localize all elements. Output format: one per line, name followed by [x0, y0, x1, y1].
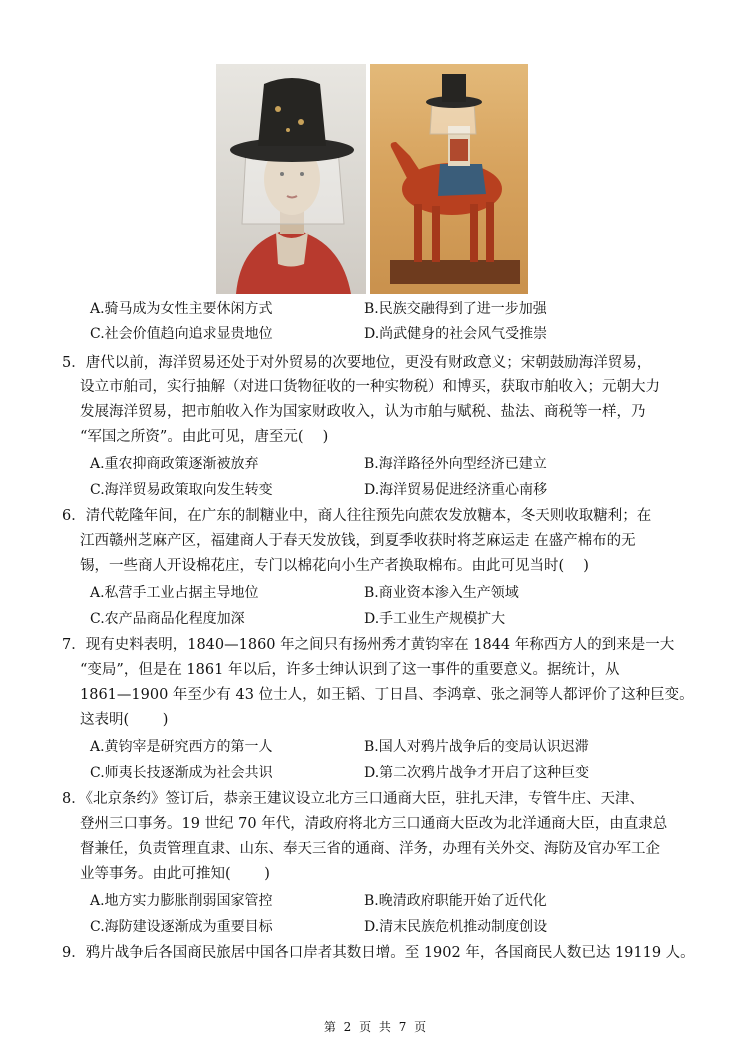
q7-option-a: A.黄钧宰是研究西方的第一人 — [90, 739, 273, 755]
q7-option-b: B.国人对鸦片战争后的变局认识迟滞 — [364, 739, 589, 755]
q8-stem-line-3: 督兼任，负责管理直隶、山东、奉天三省的通商、洋务，办理有关外交、海防及官办军工企 — [80, 841, 660, 857]
q5-option-a: A.重农抑商政策逐渐被放弃 — [90, 456, 259, 472]
q4-option-c: C.社会价值趋向追求显贵地位 — [90, 326, 273, 342]
q7-stem-line-3: 1861—1900 年至少有 43 位士人，如王韬、丁日昌、李鸿章、张之洞等人都评价了这种巨变。 — [80, 687, 694, 703]
q5-stem-line-4: “军国之所资”。由此可见，唐至元( ) — [80, 429, 329, 445]
q7-option-d: D.第二次鸦片战争才开启了这种巨变 — [364, 765, 590, 781]
q4-option-d: D.尚武健身的社会风气受推崇 — [364, 326, 548, 342]
q5-option-d: D.海洋贸易促进经济重心南移 — [364, 482, 548, 498]
q6-option-b: B.商业资本渗入生产领域 — [364, 585, 519, 601]
q8-option-d: D.清末民族危机推动制度创设 — [364, 919, 548, 935]
q7-stem-line-2: “变局”，但是在 1861 年以后，许多士绅认识到了这一事件的重要意义。据统计，从 — [80, 662, 620, 678]
q8-stem-line-2: 登州三口事务。19 世纪 70 年代，清政府将北方三口通商大臣改为北洋通商大臣，由直隶总 — [80, 816, 668, 832]
q6-option-c: C.农产品商品化程度加深 — [90, 611, 245, 627]
q8-option-b: B.晚清政府职能开始了近代化 — [364, 893, 547, 909]
q8-stem-line-1: 8．《北京条约》签订后，恭亲王建议设立北方三口通商大臣，驻扎天津，专管牛庄、天津、 — [62, 791, 644, 807]
q7-stem-line-1: 7．现有史料表明，1840—1860 年之间只有扬州秀才黄钧宰在 1844 年称西方人的到来是一大 — [62, 637, 675, 653]
q6-stem-line-1: 6．清代乾隆年间，在广东的制糖业中，商人往往预先向蔗农发放糖本，冬天则收取糖利；在 — [62, 508, 652, 524]
q6-stem-line-2: 江西赣州芝麻产区，福建商人于春天发放钱，到夏季收获时将芝麻运走 在盛产棉布的无 — [80, 533, 636, 549]
q7-option-c: C.师夷长技逐渐成为社会共识 — [90, 765, 273, 781]
q6-option-a: A.私营手工业占据主导地位 — [90, 585, 259, 601]
q5-option-b: B.海洋路径外向型经济已建立 — [364, 456, 547, 472]
q8-stem-line-4: 业等事务。由此可推知( ) — [80, 866, 270, 882]
q5-stem-line-2: 设立市舶司，实行抽解（对进口货物征收的一种实物税）和博买，获取市舶收入；元朝大力 — [80, 379, 660, 395]
q5-option-c: C.海洋贸易政策取向发生转变 — [90, 482, 273, 498]
q6-option-d: D.手工业生产规模扩大 — [364, 611, 506, 627]
page-footer: 第 2 页 共 7 页 — [323, 1020, 429, 1034]
q8-option-a: A.地方实力膨胀削弱国家管控 — [90, 893, 273, 909]
q8-option-c: C.海防建设逐渐成为重要目标 — [90, 919, 273, 935]
figurine-bust-photo — [216, 64, 366, 294]
q4-option-a: A.骑马成为女性主要休闲方式 — [90, 301, 273, 317]
q5-stem-line-1: 5．唐代以前，海洋贸易还处于对外贸易的次要地位，更没有财政意义；宋朝鼓励海洋贸易， — [62, 355, 652, 371]
q9-stem-line-1: 9．鸦片战争后各国商民旅居中国各口岸者其数日增。至 1902 年，各国商民人数已达 19119 人。 — [62, 945, 695, 961]
figurine-rider-photo — [370, 64, 528, 294]
q4-option-b: B.民族交融得到了进一步加强 — [364, 301, 547, 317]
q6-stem-line-3: 锡，一些商人开设棉花庄，专门以棉花向小生产者换取棉布。由此可见当时( ) — [80, 558, 589, 574]
q7-stem-line-4: 这表明( ) — [80, 712, 169, 728]
figure-pair — [216, 64, 528, 294]
q5-stem-line-3: 发展海洋贸易，把市舶收入作为国家财政收入，认为市舶与赋税、盐法、商税等一样，乃 — [80, 404, 646, 420]
